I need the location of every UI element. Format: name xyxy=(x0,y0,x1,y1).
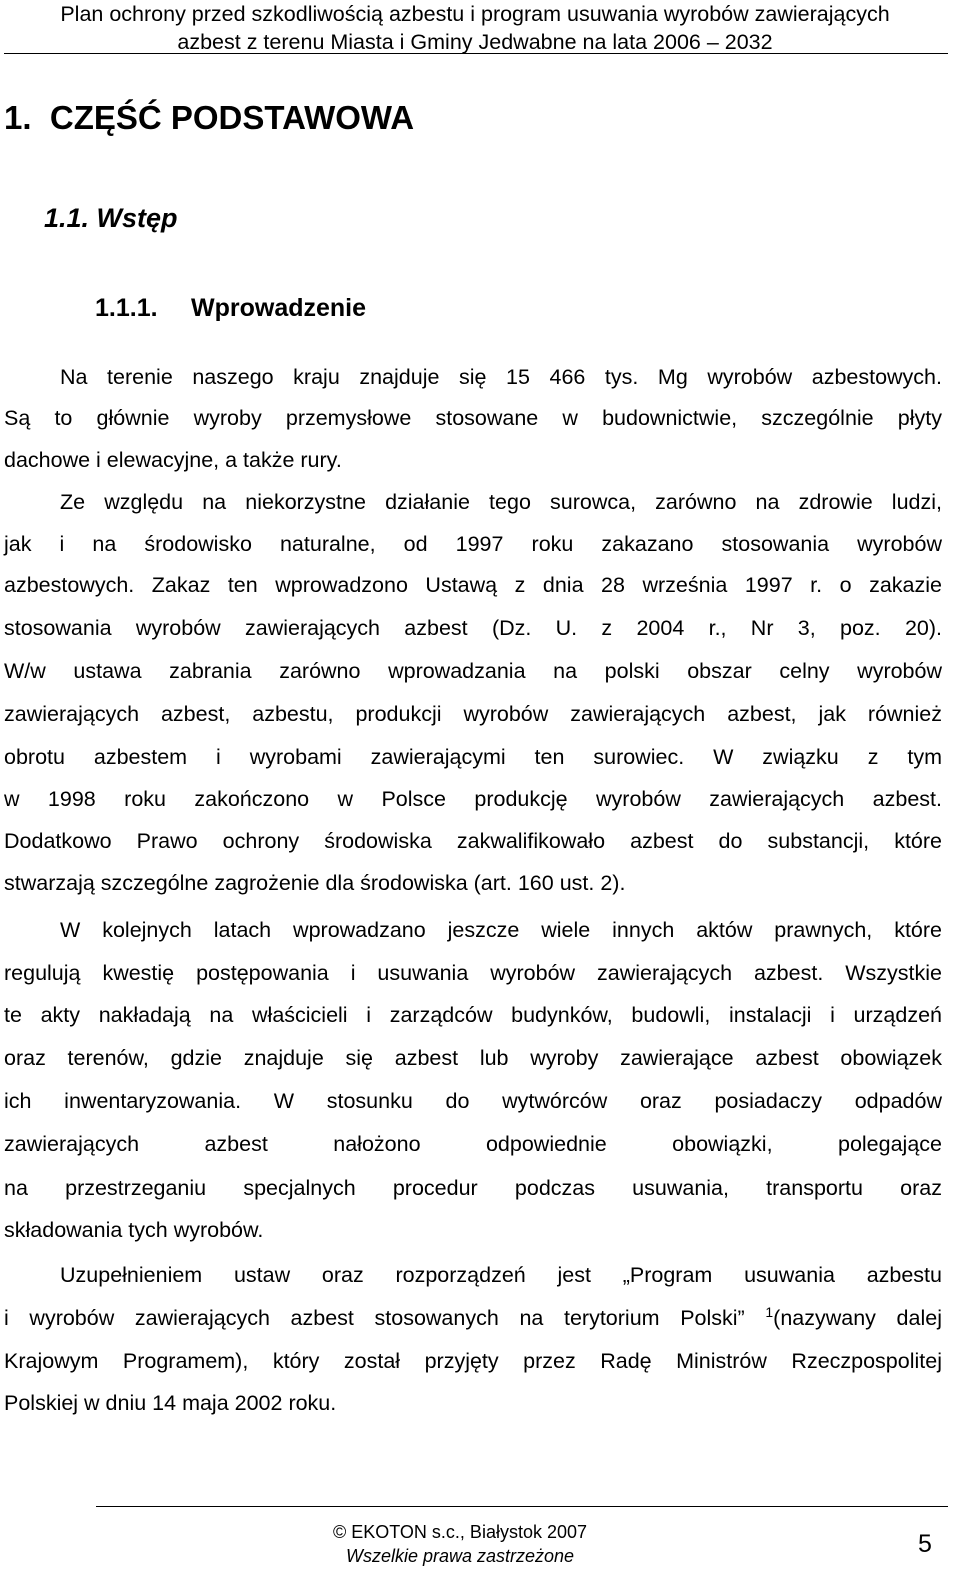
subsection-title: Wprowadzenie xyxy=(191,294,367,322)
footer-copyright: © EKOTON s.c., Białystok 2007 xyxy=(332,1522,588,1542)
chapter-heading: 1. CZĘŚĆ PODSTAWOWA xyxy=(4,99,415,136)
paragraph-line: W/w ustawa zabrania zarówno wprowadzania na polski obszar celny wyrobów xyxy=(4,659,942,683)
line-text: i wyrobów zawierających azbest stosowanych na terytorium Polski” xyxy=(4,1306,745,1330)
paragraph-line: Uzupełnieniem ustaw oraz rozporządzeń jest „Program usuwania azbestu xyxy=(60,1263,942,1287)
header-divider xyxy=(4,53,948,54)
paragraph-line: zawierających azbest, azbestu, produkcji wyrobów zawierających azbest, jak również xyxy=(4,702,942,726)
paragraph-line: dachowe i elewacyjne, a także rury. xyxy=(4,448,342,472)
paragraph-line: Krajowym Programem), który został przyjęty przez Radę Ministrów Rzeczpospolitej xyxy=(4,1349,942,1373)
paragraph-line: Są to głównie wyroby przemysłowe stosowane w budownictwie, szczególnie płyty xyxy=(4,406,942,430)
paragraph-line: Dodatkowo Prawo ochrony środowiska zakwalifikowało azbest do substancji, które xyxy=(4,829,942,853)
section-heading: 1.1. Wstęp xyxy=(44,203,178,233)
page-number: 5 xyxy=(918,1530,932,1558)
paragraph-line: składowania tych wyrobów. xyxy=(4,1218,264,1242)
paragraph-line xyxy=(4,1301,942,1335)
footer-rights: Wszelkie prawa zastrzeżone xyxy=(345,1546,575,1566)
paragraph-line: stosowania wyrobów zawierających azbest (Dz. U. z 2004 r., Nr 3, poz. 20). xyxy=(4,616,942,640)
footnote-marker[interactable]: 1 xyxy=(765,1304,774,1320)
paragraph-line: ich inwentaryzowania. W stosunku do wytwórców oraz posiadaczy odpadów xyxy=(4,1089,942,1113)
paragraph-line: stwarzają szczególne zagrożenie dla środowiska (art. 160 ust. 2). xyxy=(4,871,626,895)
paragraph-line: regulują kwestię postępowania i usuwania wyrobów zawierających azbest. Wszystkie xyxy=(4,961,942,985)
header-line-2: azbest z terenu Miasta i Gminy Jedwabne na lata 2006 – 2032 xyxy=(177,30,773,54)
paragraph-line: te akty nakładają na właścicieli i zarządców budynków, budowli, instalacji i urządzeń xyxy=(4,1003,942,1027)
line-text: (nazywany dalej xyxy=(773,1306,942,1330)
running-header xyxy=(0,0,950,56)
paragraph-line: Na terenie naszego kraju znajduje się 15 466 tys. Mg wyrobów azbestowych. xyxy=(60,365,942,389)
paragraph-line: Ze względu na niekorzystne działanie tego surowca, zarówno na zdrowie ludzi, xyxy=(60,490,942,514)
subsection-heading xyxy=(95,288,366,328)
paragraph-line: azbestowych. Zakaz ten wprowadzono Ustawą z dnia 28 września 1997 r. o zakazie xyxy=(4,573,942,597)
paragraph-line: obrotu azbestem i wyrobami zawierającymi ten surowiec. W związku z tym xyxy=(4,745,942,769)
paragraph-line: oraz terenów, gdzie znajduje się azbest lub wyroby zawierające azbest obowiązek xyxy=(4,1046,942,1070)
paragraph-line: jak i na środowisko naturalne, od 1997 roku zakazano stosowania wyrobów xyxy=(4,532,942,556)
paragraph-line: Polskiej w dniu 14 maja 2002 roku. xyxy=(4,1391,337,1415)
paragraph-line: W kolejnych latach wprowadzano jeszcze wiele innych aktów prawnych, które xyxy=(60,918,942,942)
paragraph-line: w 1998 roku zakończono w Polsce produkcję wyrobów zawierających azbest. xyxy=(4,787,942,811)
subsection-number: 1.1.1. xyxy=(95,294,158,322)
footer-divider xyxy=(96,1506,948,1507)
paragraph-line: na przestrzeganiu specjalnych procedur podczas usuwania, transportu oraz xyxy=(4,1176,942,1200)
header-line-1: Plan ochrony przed szkodliwością azbestu i program usuwania wyrobów zawierających xyxy=(60,2,890,26)
page-footer xyxy=(0,1520,920,1568)
paragraph-line: zawierających azbest nałożono odpowiednie obowiązki, polegające xyxy=(4,1132,942,1156)
